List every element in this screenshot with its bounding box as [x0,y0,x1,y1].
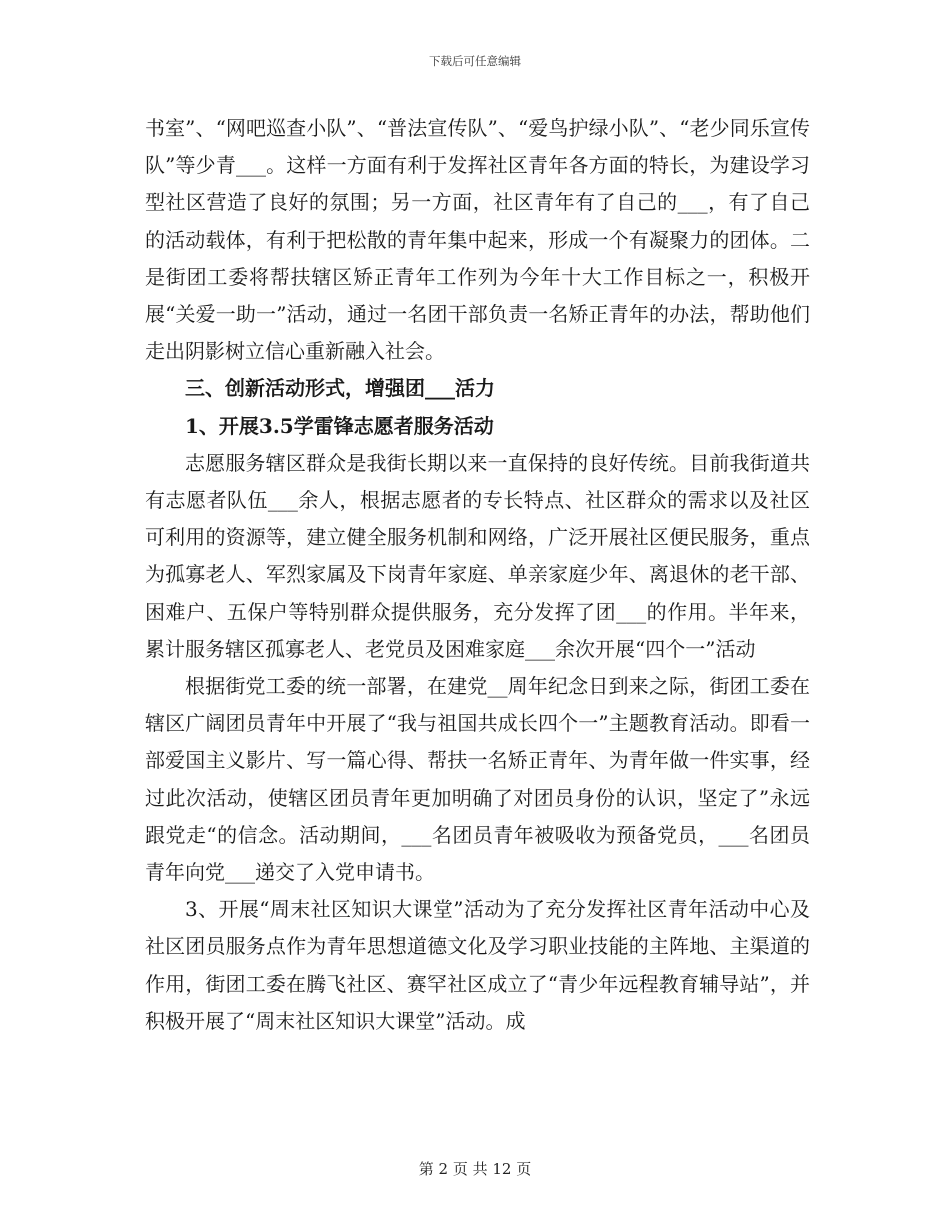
subsection-heading: 1、开展3.5学雷锋志愿者服务活动 [185,413,494,438]
document-body [145,110,810,1040]
paragraph-four-ones-activity: 根据街党工委的统一部署，在建党__周年纪念日到来之际，街团工委在辖区广阔团员青年中开展了“我与祖国共成长四个一”主题教育活动。即看一部爱国主义影片、写一篇心得、帮扶一名矫正青年、为青年做一件实事，经过此次活动，使辖区团员青年更加明确了对团员身份的认识，坚定了”永远跟党走“的信念。活动期间，___名团员青年被吸收为预备党员，___名团员青年向党___递交了入党申请书。 [145,674,810,885]
section-heading: 三、创新活动形式，增强团___活力 [185,376,495,401]
page-header-note: 下载后可任意编辑 [429,54,521,68]
paragraph-continuation: 书室”、“网吧巡查小队”、“普法宣传队”、“爱鸟护绿小队”、“老少同乐宣传队”等少青___。这样一方面有利于发挥社区青年各方面的特长，为建设学习型社区营造了良好的氛围；另一方面，社区青年有了自己的___，有了自己的活动载体，有利于把松散的青年集中起来，形成一个有凝聚力的团体。二是街团工委将帮扶辖区矫正青年工作列为今年十大工作目标之一，积极开展“关爱一助一”活动，通过一名团干部负责一名矫正青年的办法，帮助他们走出阴影树立信心重新融入社会。 [145,116,810,364]
paragraph-volunteer-service: 志愿服务辖区群众是我街长期以来一直保持的良好传统。目前我街道共有志愿者队伍___余人，根据志愿者的专长特点、社区群众的需求以及社区可利用的资源等，建立健全服务机制和网络，广泛开展社区便民服务，重点为孤寡老人、军烈家属及下岗青年家庭、单亲家庭少年、离退休的老干部、困难户、五保户等特别群众提供服务，充分发挥了团___的作用。半年来，累计服务辖区孤寡老人、老党员及困难家庭___余次开展“四个一”活动 [145,450,810,661]
paragraph-weekend-classroom: 3、开展“周末社区知识大课堂”活动为了充分发挥社区青年活动中心及社区团员服务点作为青年思想道德文化及学习职业技能的主阵地、主渠道的作用，街团工委在腾飞社区、赛罕社区成立了“青少年远程教育辅导站”，并积极开展了“周末社区知识大课堂”活动。成 [145,897,810,1033]
page-number: 第 2 页 共 12 页 [418,1160,532,1178]
